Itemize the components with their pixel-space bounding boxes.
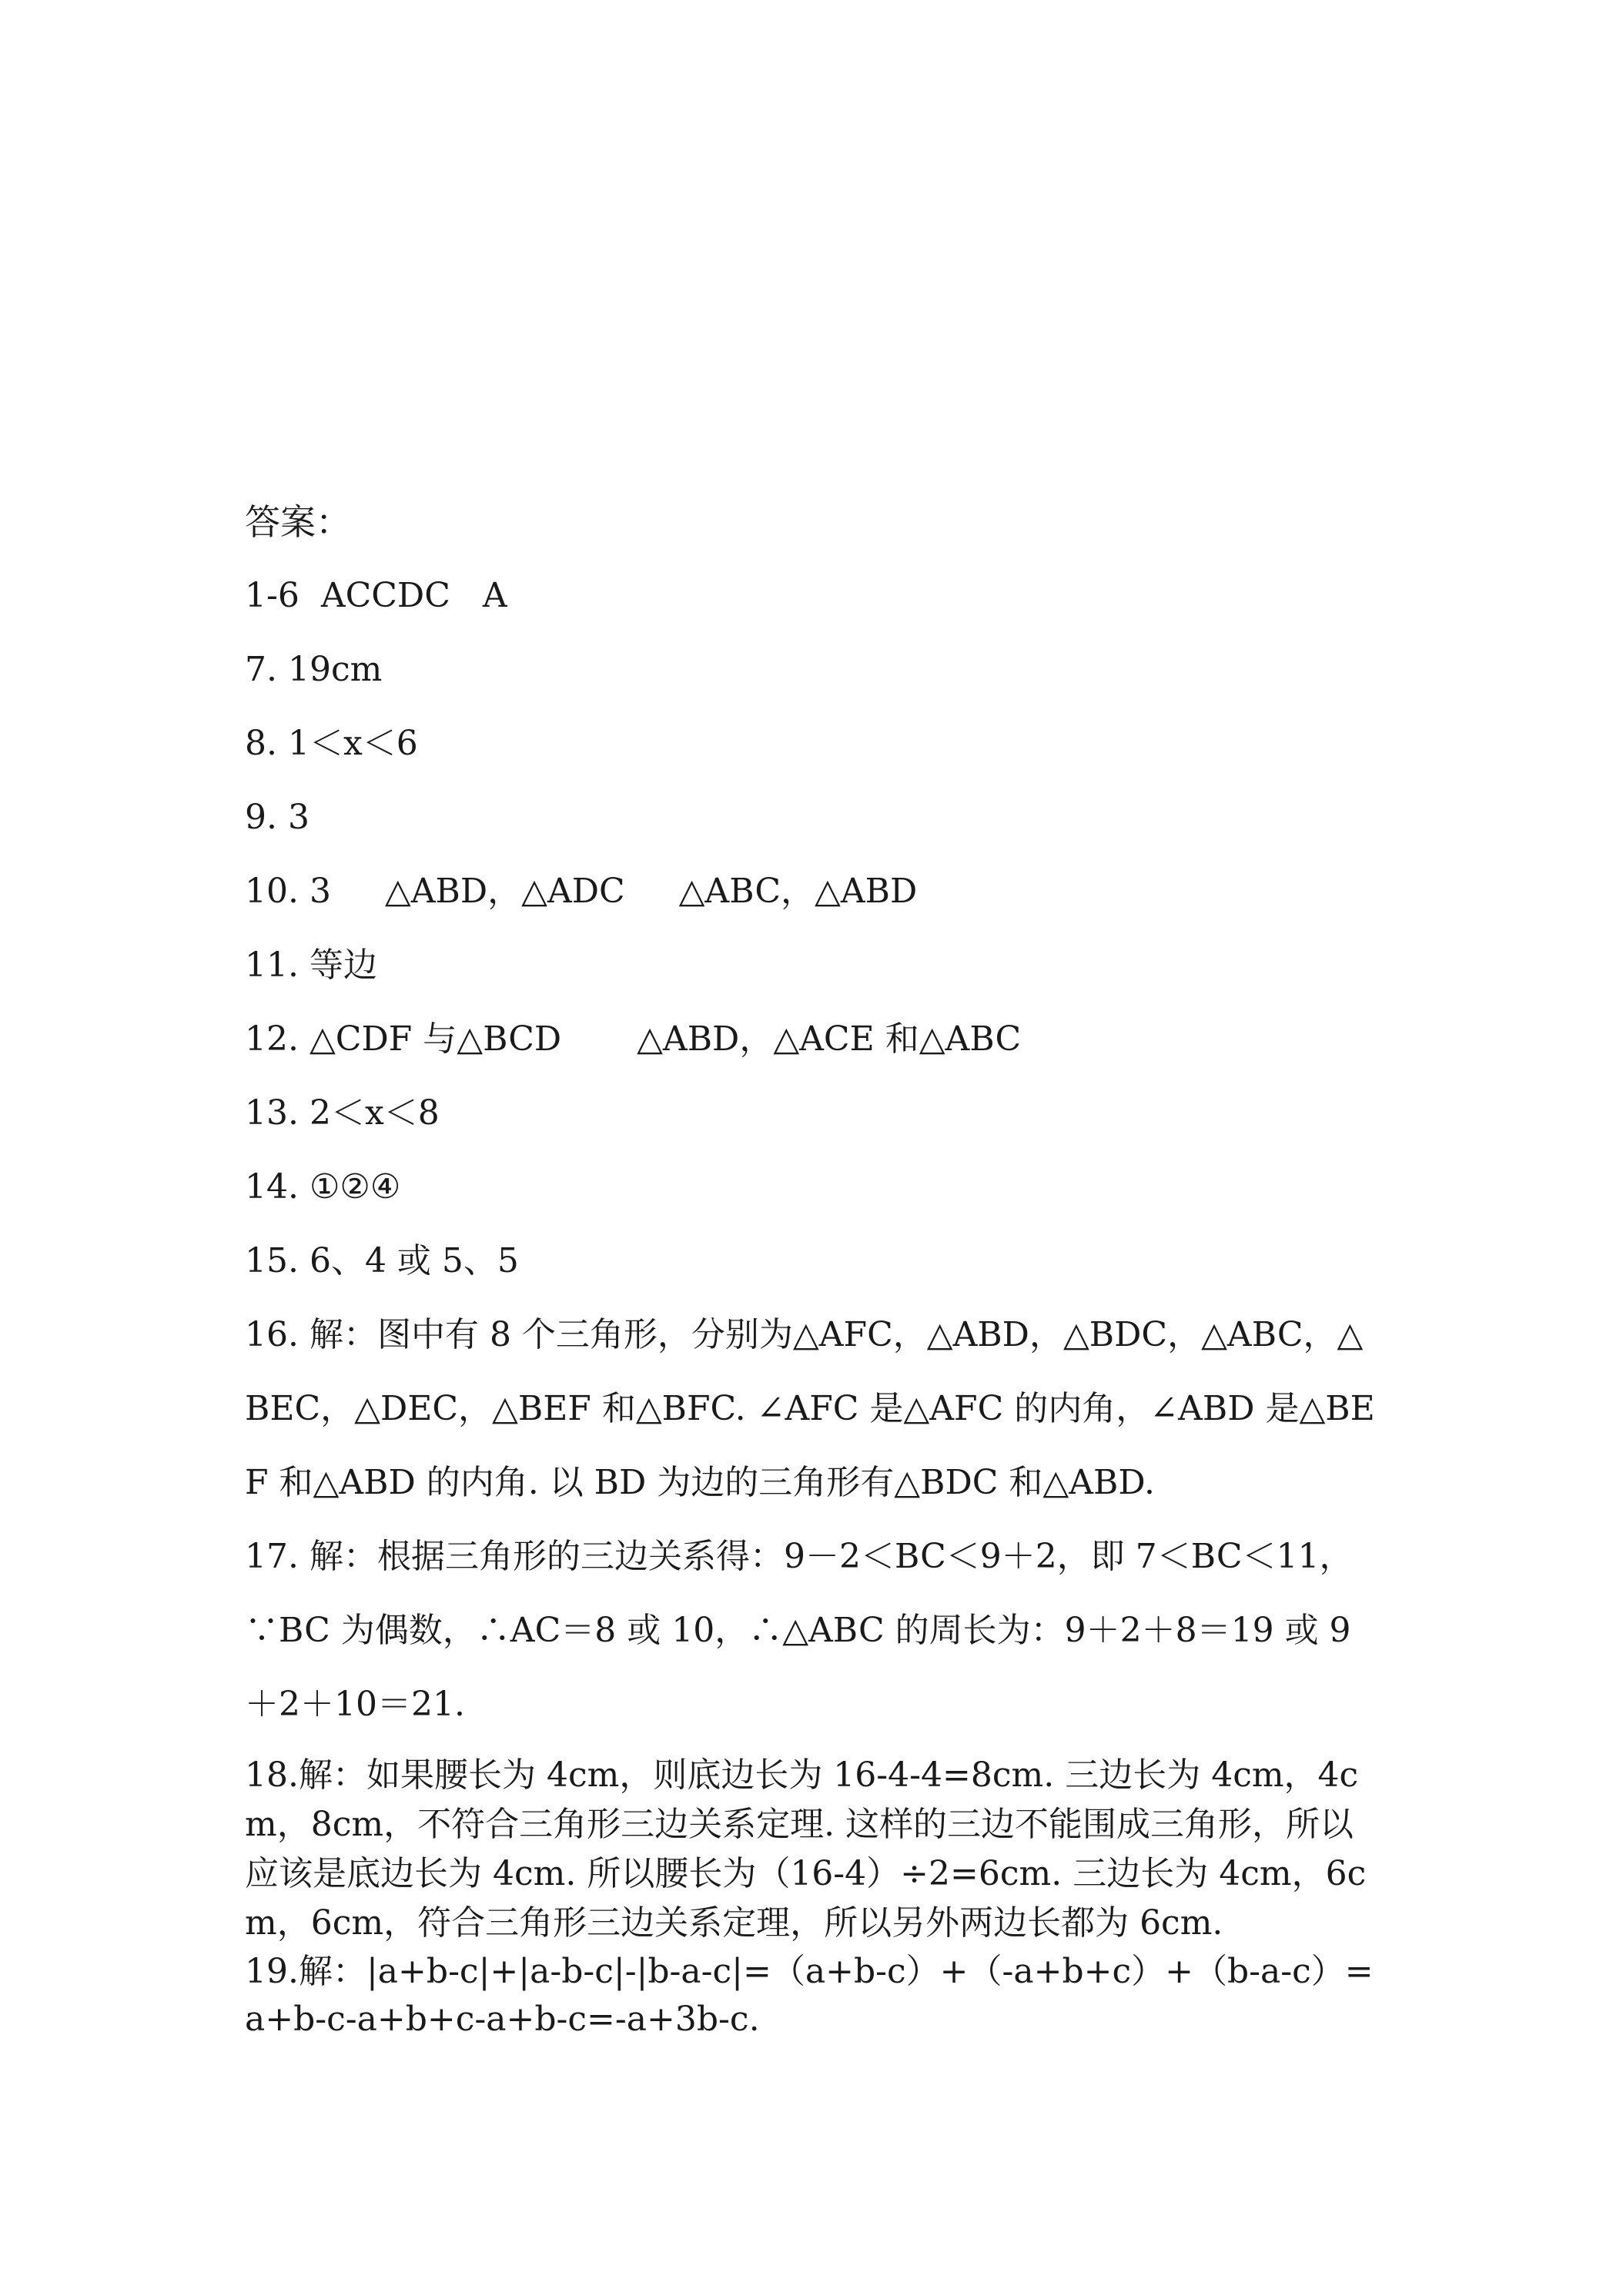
answer-10: 10. 3 △ABD，△ADC △ABC，△ABD — [245, 872, 918, 911]
answer-9: 9. 3 — [245, 798, 310, 837]
solution-16: 16. 解：图中有 8 个三角形，分别为△AFC，△ABD，△BDC，△ABC，△BEC，△DEC，△BEF 和△BFC. ∠AFC 是△AFC 的内角，∠ABD 是△BEF 和△ABD 的内角. 以 BD 为边的三角形有△BDC 和△ABD. — [245, 1315, 1375, 1502]
answer-8: 8. 1＜x＜6 — [245, 724, 418, 763]
page-title: 答案： — [245, 501, 351, 543]
answer-13: 13. 2＜x＜8 — [245, 1093, 440, 1133]
answer-sheet — [245, 485, 1384, 2043]
solution-17: 17. 解：根据三角形的三边关系得：9－2＜BC＜9＋2，即 7＜BC＜11，∵BC 为偶数，∴AC＝8 或 10，∴△ABC 的周长为：9＋2＋8＝19 或 9＋2＋10＝21. — [245, 1537, 1354, 1724]
answer-11: 11. 等边 — [245, 946, 377, 985]
answer-7: 7. 19cm — [245, 650, 383, 689]
solution-18: 18.解：如果腰长为 4cm，则底边长为 16-4-4=8cm. 三边长为 4cm，4cm，8cm，不符合三角形三边关系定理. 这样的三边不能围成三角形，所以应该是底边长为 4cm. 所以腰长为（16-4）÷2=6cm. 三边长为 4cm，6cm，6cm，符合三角形三边关系定理，所以另外两边长都为 6cm. — [245, 1755, 1367, 1943]
answer-12: 12. △CDF 与△BCD △ABD，△ACE 和△ABC — [245, 1019, 1022, 1059]
solution-19: 19.解：|a+b-c|+|a-b-c|-|b-a-c|=（a+b-c）+（-a+b+c）+（b-a-c）=a+b-c-a+b+c-a+b-c=-a+3b-c. — [245, 1952, 1374, 2039]
answer-14: 14. ①②④ — [245, 1167, 401, 1207]
answer-15: 15. 6、4 或 5、5 — [245, 1241, 519, 1280]
answer-1-6: 1-6 ACCDC A — [245, 576, 507, 615]
